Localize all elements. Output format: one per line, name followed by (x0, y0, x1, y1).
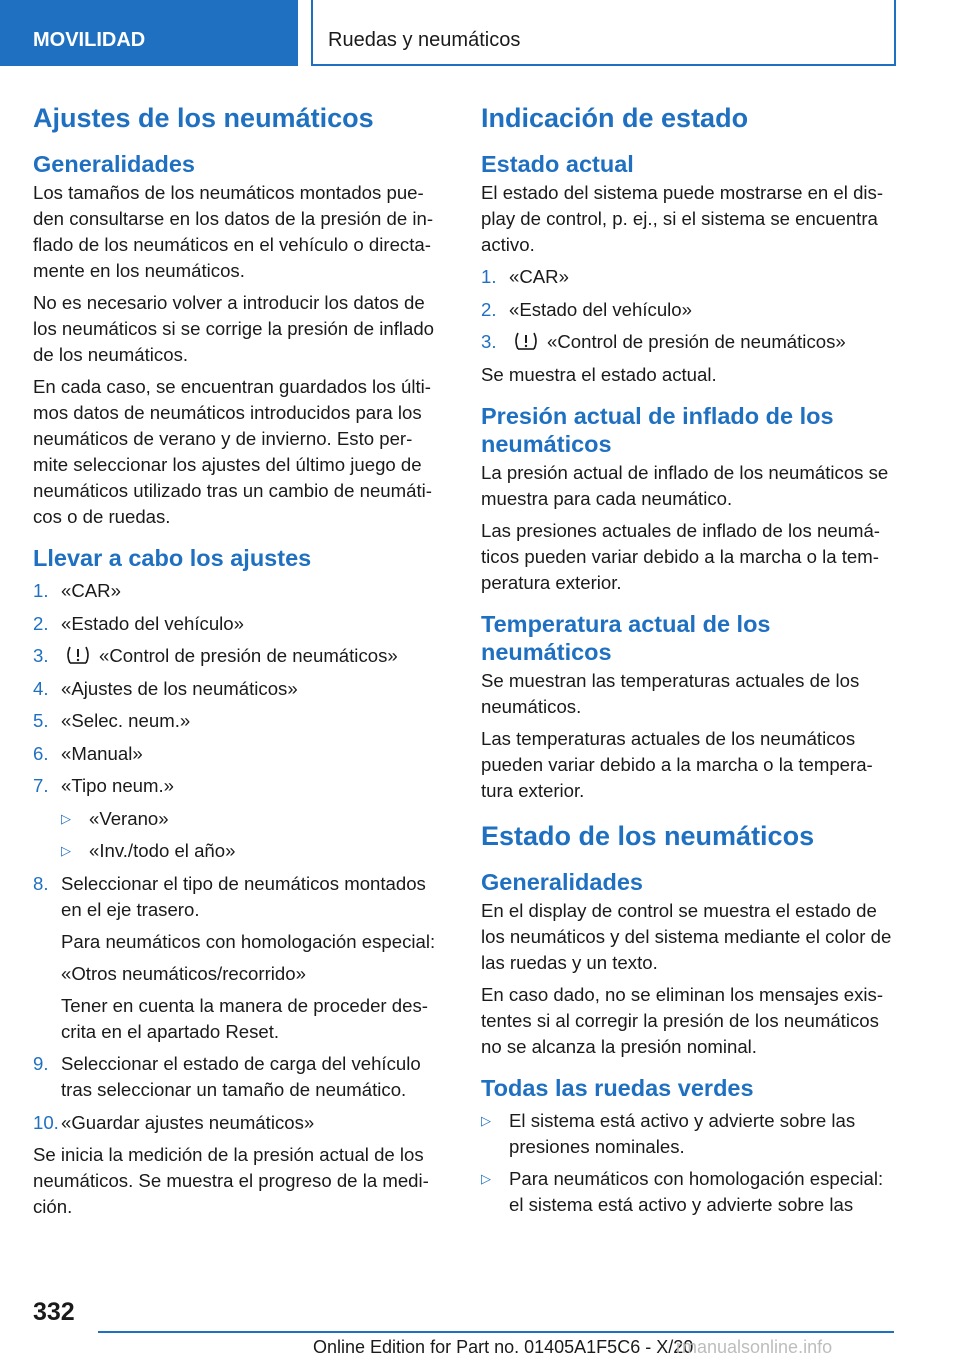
step-text: «Estado del vehículo» (509, 298, 692, 320)
step-number: 3. (481, 331, 497, 352)
list-item (33, 611, 445, 637)
page-number: 332 (33, 1298, 75, 1326)
paragraph: Las presiones actuales de inflado de los neumá- ticos pueden variar debido a la marcha o la tem- peratura exterior. (481, 519, 880, 593)
triangle-bullet-icon: ▷ (61, 843, 71, 858)
paragraph: El estado del sistema puede mostrarse en el dis- play de control, p. ej., si el sistema se encuentra activo. (481, 182, 884, 255)
paragraph: Las temperaturas actuales de los neumáticos pueden variar debido a la marcha o la tempera- tura exterior. (481, 727, 873, 801)
steps-list (33, 578, 445, 799)
steps-list-continued (33, 871, 445, 1136)
step-number: 9. (33, 1053, 49, 1074)
right-column (481, 100, 897, 1225)
list-item (61, 806, 445, 832)
step-text: «CAR» (509, 266, 569, 287)
paragraph: En el display de control se muestra el estado de los neumáticos y del sistema mediante el color de las ruedas y un texto. (481, 899, 892, 973)
bullet-text: «Verano» (89, 807, 169, 829)
tire-type-options (61, 806, 445, 865)
step-number: 1. (481, 266, 497, 287)
section-title-tire-settings: Ajustes de los neumáticos (33, 103, 374, 133)
steps-list (481, 264, 897, 355)
list-item (481, 329, 897, 355)
step-subtext: «Otros neumáticos/recorrido» (61, 962, 306, 984)
step-text: «Control de presión de neumáticos» (547, 331, 846, 352)
step-subtext: Para neumáticos con homologación especial: (61, 930, 436, 952)
step-text: «Manual» (61, 742, 143, 764)
list-item (481, 297, 897, 323)
list-item (33, 708, 445, 734)
bullet-text: Para neumáticos con homologación especial: el sistema está activo y advierte sobre las (509, 1168, 884, 1215)
paragraph: En cada caso, se encuentran guardados los últi- mos datos de neumáticos introducidos para los neumáticos de verano y de invierno. Esto per- mite seleccionar los ajustes del último juego de neumáticos utilizado tras un cambio de neumáti- cos o de ruedas. (33, 376, 432, 527)
paragraph: Se muestra el estado actual. (481, 363, 717, 385)
list-item (33, 578, 445, 604)
paragraph: La presión actual de inflado de los neumáticos se muestra para cada neumático. (481, 461, 889, 509)
heading-all-wheels-green: Todas las ruedas verdes (481, 1074, 754, 1101)
triangle-bullet-icon: ▷ (481, 1171, 491, 1186)
paragraph: No es necesario volver a introducir los datos de los neumáticos si se corrige la presión de inflado de los neumáticos. (33, 292, 435, 365)
watermark: rmanualsonline.info (676, 1337, 833, 1357)
topic-tab: Ruedas y neumáticos (311, 0, 896, 66)
step-subtext: Tener en cuenta la manera de proceder des- crita en el apartado Reset. (61, 994, 428, 1042)
step-text: «Control de presión de neumáticos» (99, 645, 398, 666)
step-number: 7. (33, 775, 49, 796)
step-number: 1. (33, 580, 49, 601)
step-number: 8. (33, 872, 49, 894)
list-item (61, 838, 445, 864)
step-text: «CAR» (61, 580, 121, 601)
step-number: 3. (33, 645, 49, 666)
section-title-tire-status: Estado de los neumáticos (481, 820, 815, 851)
paragraph: Los tamaños de los neumáticos montados pue- den consultarse en los datos de la presión de in- flado de los neumáticos en el vehículo o directa- mente en los neumáticos. (33, 182, 434, 281)
step-text: Seleccionar el estado de carga del vehículo tras seleccionar un tamaño de neumático. (61, 1053, 421, 1100)
bullet-text: El sistema está activo y advierte sobre las presiones nominales. (509, 1109, 856, 1157)
tire-pressure-warning-icon (513, 331, 539, 351)
heading-general: Generalidades (33, 151, 195, 177)
page-header (0, 0, 960, 66)
list-item (33, 676, 445, 702)
step-text: «Estado del vehículo» (61, 612, 244, 634)
tire-pressure-warning-icon (65, 645, 91, 665)
step-text: «Ajustes de los neumáticos» (61, 677, 298, 699)
list-item (33, 1110, 445, 1136)
triangle-bullet-icon: ▷ (481, 1112, 491, 1128)
paragraph: Se muestran las temperaturas actuales de los neumáticos. (481, 669, 860, 717)
heading-current-pressure: Presión actual de inflado de los neumáticos (481, 402, 834, 457)
list-item (33, 643, 445, 669)
footer-edition: Online Edition for Part no. 01405A1F5C6 - X/20 (313, 1337, 694, 1357)
heading-current-status: Estado actual (481, 151, 634, 177)
list-item (481, 1166, 897, 1218)
triangle-bullet-icon: ▷ (61, 810, 71, 826)
step-number: 2. (481, 298, 497, 320)
list-item (33, 1051, 445, 1103)
step-text: «Tipo neum.» (61, 775, 175, 796)
list-item (481, 264, 897, 290)
step-text: «Guardar ajustes neumáticos» (61, 1111, 315, 1133)
step-number: 4. (33, 677, 49, 699)
list-item (33, 741, 445, 767)
section-title-status-indication: Indicación de estado (481, 103, 749, 133)
list-item (481, 1108, 897, 1160)
step-text: «Selec. neum.» (61, 710, 191, 731)
footer-divider (98, 1331, 894, 1333)
step-number: 5. (33, 710, 49, 731)
left-column (33, 100, 445, 1226)
list-item (33, 773, 445, 799)
step-number: 2. (33, 612, 49, 634)
paragraph: En caso dado, no se eliminan los mensajes exis- tentes si al corregir la presión de los neumáticos no se alcanza la presión nominal. (481, 983, 884, 1057)
list-item (33, 871, 445, 1045)
heading-general: Generalidades (481, 868, 643, 895)
section-tab: MOVILIDAD (0, 0, 298, 66)
heading-current-temperature: Temperatura actual de los neumáticos (481, 610, 771, 665)
step-text: Seleccionar el tipo de neumáticos montados en el eje trasero. (61, 872, 426, 920)
step-number: 6. (33, 742, 49, 764)
green-status-bullets (481, 1108, 897, 1219)
heading-perform-settings: Llevar a cabo los ajustes (33, 545, 312, 571)
step-number: 10. (33, 1111, 59, 1133)
paragraph: Se inicia la medición de la presión actual de los neumáticos. Se muestra el progreso de la medi- ción. (33, 1144, 429, 1217)
bullet-text: «Inv./todo el año» (89, 840, 236, 861)
